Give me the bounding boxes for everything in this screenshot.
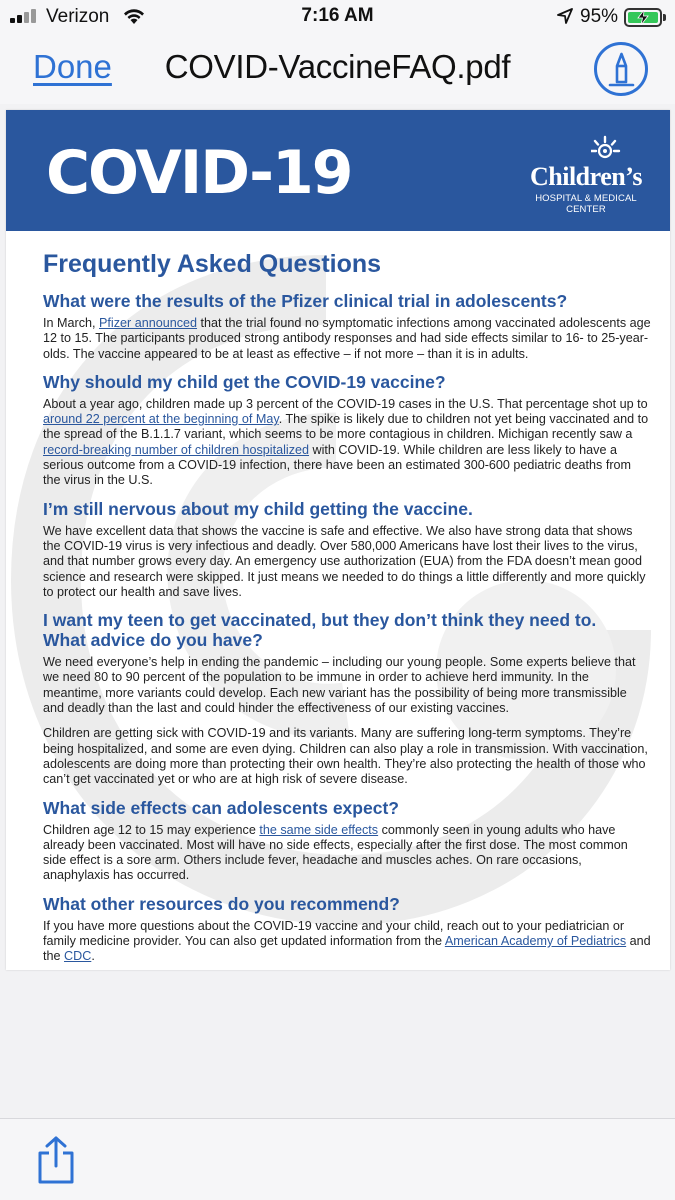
answer-paragraph: If you have more questions about the COVID-19 vaccine and your child, reach out to your pediatrician or family medicine provider. You can also get updated information from the American Academy of Pediatrics and the CDC. bbox=[43, 918, 651, 964]
logo-subtitle: HOSPITAL & MEDICAL CENTER bbox=[535, 193, 637, 215]
cdc-link[interactable]: CDC bbox=[64, 949, 92, 964]
answer-paragraph: Children are getting sick with COVID-19 and its variants. Many are suffering long-term symptoms. They’re being hospitalized, and some are even dying. Children can also play a role in transmission. With vaccination, adolescents are doing more than protecting their own health. They’re also protecting the health of those who can’t get vaccinated yet or who are at high risk of severe disease. bbox=[43, 726, 648, 787]
answer-paragraph: In March, Pfizer announced that the trial found no symptomatic infections among vaccinated adolescents age 12 to 15. The participants produced strong antibody responses and had side effects similar to 16- to 25-year-olds. The vaccine appeared to be at least as effective – if not more – than it is in adults. bbox=[43, 316, 651, 361]
answer-paragraph: Children age 12 to 15 may experience the same side effects commonly seen in young adults who have already been vaccinated. Most will have no side effects, especially after the first dose. The most common side effect is a sore arm. Others include fever, headache and muscles aches. On rare occasions, anaphylaxis has occurred. bbox=[43, 822, 628, 883]
done-button[interactable]: Done bbox=[33, 48, 112, 85]
hospital-logo bbox=[521, 135, 651, 215]
hospitalized-link[interactable]: record-breaking number of children hospitalized bbox=[43, 442, 310, 457]
answer-paragraph: We have excellent data that shows the vaccine is safe and effective. We also have strong data that shows the COVID-19 virus is very infectious and deadly. Over 580,000 Americans have lost their lives to the virus, and that number grows every day. An emergency use authorization (EUA) from the FDA doesn’t mean good science and research were skipped. It just means we needed to do things a little differently and more quickly to protect our health and save lives. bbox=[43, 523, 646, 599]
pdf-page[interactable] bbox=[6, 110, 670, 970]
question-heading: I’m still nervous about my child getting the vaccine. bbox=[43, 498, 473, 519]
answer-paragraph: We need everyone’s help in ending the pandemic – including our young people. Some experts believe that we need 80 to 90 percent of the population to be immune in order to achieve herd immunity. In the meantime, more variants could develop. Each new variant has the possibility of being more transmissible and deadly than the last and could hinder the effectiveness of our existing vaccines. bbox=[43, 655, 636, 716]
percent-link[interactable]: around 22 percent at the beginning of May bbox=[43, 412, 279, 427]
pfizer-link[interactable]: Pfizer announced bbox=[99, 316, 198, 330]
logo-name: Children’s bbox=[529, 162, 643, 191]
question-heading: What were the results of the Pfizer clinical trial in adolescents? bbox=[43, 291, 568, 311]
markup-button[interactable] bbox=[594, 42, 648, 96]
sun-logo-icon bbox=[591, 135, 625, 165]
side-effects-link[interactable]: the same side effects bbox=[259, 822, 379, 837]
faq-heading: Frequently Asked Questions bbox=[43, 250, 382, 278]
share-icon bbox=[36, 1135, 76, 1185]
question-heading: I want my teen to get vaccinated, but they don’t think they need to. What advice do you have? bbox=[43, 610, 597, 651]
location-icon bbox=[557, 8, 573, 29]
bottom-toolbar bbox=[0, 1118, 675, 1200]
question-heading: What side effects can adolescents expect? bbox=[43, 797, 399, 818]
header-banner bbox=[6, 110, 670, 231]
battery-icon bbox=[624, 8, 662, 27]
faq-content bbox=[43, 244, 651, 970]
share-button[interactable] bbox=[36, 1135, 76, 1190]
carrier-name: Verizon bbox=[46, 6, 110, 27]
nav-bar bbox=[0, 34, 675, 104]
markup-icon bbox=[607, 52, 636, 88]
battery-percent: 95% bbox=[580, 6, 619, 27]
clock: 7:16 AM bbox=[301, 5, 374, 26]
document-title: COVID-VaccineFAQ.pdf bbox=[164, 48, 511, 85]
answer-paragraph: About a year ago, children made up 3 percent of the COVID-19 cases in the U.S. That percentage shot up to around 22 percent at the beginning of May. The spike is likely due to children not yet being vaccinated and to the spread of the B.1.1.7 variant, which seems to be more contagious in children. Michigan recently saw a record-breaking number of children hospitalized with COVID-19. While children are less likely to have a serious outcome from a COVID-19 infection, there have been an estimated 300-600 pediatric deaths from the virus in the U.S. bbox=[43, 396, 649, 488]
status-bar bbox=[0, 0, 675, 34]
aap-link[interactable]: American Academy of Pediatrics bbox=[444, 934, 627, 949]
question-heading: What other resources do you recommend? bbox=[43, 893, 400, 914]
question-heading: Why should my child get the COVID-19 vaccine? bbox=[43, 371, 446, 392]
banner-title: COVID-19 bbox=[46, 138, 352, 208]
